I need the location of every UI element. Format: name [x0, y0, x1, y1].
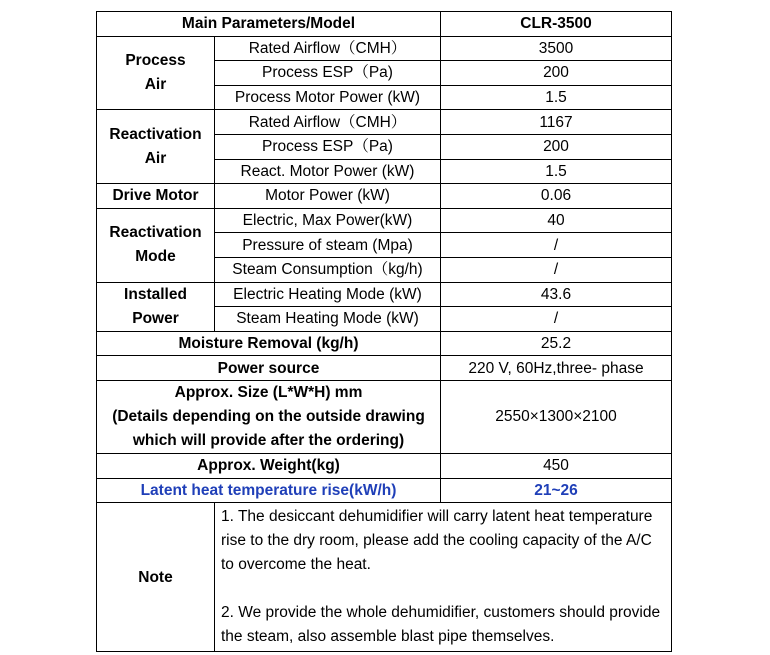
- value-cell: 25.2: [441, 331, 672, 356]
- param-cell: Steam Consumption（kg/h): [215, 257, 441, 282]
- param-cell: Process ESP（Pa): [215, 61, 441, 86]
- value-cell: 200: [441, 134, 672, 159]
- group-installed-power: [97, 282, 215, 331]
- group-label-line1: Reactivation: [109, 125, 202, 143]
- param-cell: Electric, Max Power(kW): [215, 208, 441, 233]
- group-reactivation-air: [97, 110, 215, 184]
- value-cell: 1.5: [441, 159, 672, 184]
- param-cell: Pressure of steam (Mpa): [215, 233, 441, 258]
- value-cell: /: [441, 257, 672, 282]
- value-cell: 40: [441, 208, 672, 233]
- table-row: [97, 331, 672, 356]
- group-reactivation-mode: [97, 208, 215, 282]
- latent-heat-value: 21~26: [441, 478, 672, 503]
- param-cell: Process ESP（Pa): [215, 134, 441, 159]
- table-row: [97, 208, 672, 233]
- parameters-table: [96, 11, 672, 652]
- approx-size-line1: Approx. Size (L*W*H) mm: [174, 383, 363, 401]
- value-cell: /: [441, 307, 672, 332]
- value-cell: 450: [441, 453, 672, 478]
- value-cell: 0.06: [441, 184, 672, 209]
- table-row: [97, 36, 672, 61]
- param-cell: Electric Heating Mode (kW): [215, 282, 441, 307]
- param-cell: Steam Heating Mode (kW): [215, 307, 441, 332]
- moisture-removal-label: Moisture Removal (kg/h): [97, 331, 441, 356]
- group-drive-motor: Drive Motor: [97, 184, 215, 209]
- param-cell: Motor Power (kW): [215, 184, 441, 209]
- value-cell: 2550×1300×2100: [441, 380, 672, 453]
- approx-weight-label: Approx. Weight(kg): [97, 453, 441, 478]
- header-main-parameters: Main Parameters/Model: [97, 12, 441, 37]
- value-cell: 220 V, 60Hz,three- phase: [441, 356, 672, 381]
- latent-heat-label: Latent heat temperature rise(kW/h): [97, 478, 441, 503]
- table-row: [97, 110, 672, 135]
- value-cell: 3500: [441, 36, 672, 61]
- table-row: [97, 356, 672, 381]
- group-label-line2: Air: [144, 75, 167, 93]
- header-row: [97, 12, 672, 37]
- table-row: [97, 184, 672, 209]
- param-cell: React. Motor Power (kW): [215, 159, 441, 184]
- param-cell: Process Motor Power (kW): [215, 85, 441, 110]
- value-cell: /: [441, 233, 672, 258]
- table-row: [97, 380, 672, 453]
- param-cell: Rated Airflow（CMH）: [215, 110, 441, 135]
- note-text: [215, 503, 672, 652]
- value-cell: 1167: [441, 110, 672, 135]
- group-label-line2: Power: [132, 309, 179, 327]
- value-cell: 200: [441, 61, 672, 86]
- group-label-line2: Air: [144, 149, 167, 167]
- approx-size-line2: (Details depending on the outside drawing: [112, 407, 425, 425]
- table-row: [97, 478, 672, 503]
- group-label-line1: Reactivation: [109, 224, 202, 242]
- table-row: [97, 453, 672, 478]
- value-cell: 43.6: [441, 282, 672, 307]
- group-process-air: [97, 36, 215, 110]
- approx-size-line3: which will provide after the ordering): [132, 431, 405, 449]
- note-paragraph-2: 2. We provide the whole dehumidifier, customers should provide the steam, also assemble blast pipe themselves.: [221, 604, 661, 646]
- approx-size-label: [97, 380, 441, 453]
- note-paragraph-1: 1. The desiccant dehumidifier will carry latent heat temperature rise to the dry room, please add the cooling capacity of the A/C to overcome the heat.: [221, 508, 653, 574]
- value-cell: 1.5: [441, 85, 672, 110]
- note-label: Note: [97, 503, 215, 652]
- group-label-line1: Installed: [124, 285, 187, 303]
- param-cell: Rated Airflow（CMH）: [215, 36, 441, 61]
- table-row: [97, 282, 672, 307]
- group-label-line1: Process: [125, 51, 186, 69]
- group-label-line2: Mode: [135, 248, 176, 266]
- table-row: [97, 503, 672, 652]
- power-source-label: Power source: [97, 356, 441, 381]
- header-model: CLR-3500: [441, 12, 672, 37]
